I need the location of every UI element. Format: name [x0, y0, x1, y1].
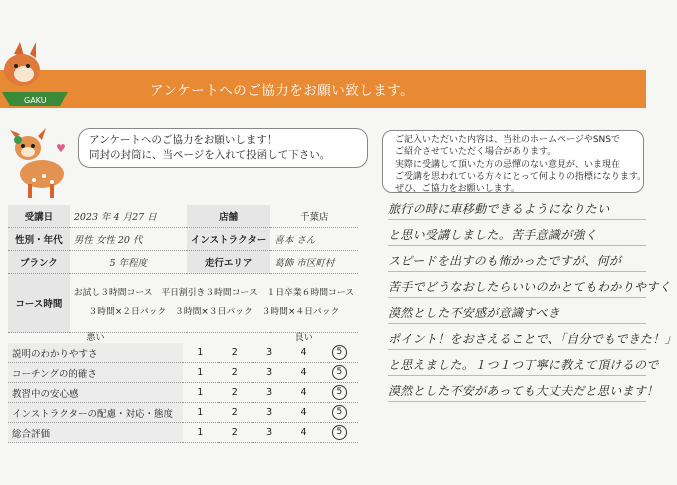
notice-line: ぜひ、ご協力をお願いします。 — [395, 184, 520, 195]
rating-option[interactable]: 2 — [218, 363, 252, 383]
date-label: 受講日 — [8, 205, 70, 228]
rating-option[interactable]: 3 — [252, 423, 286, 443]
date-value[interactable]: 2023 年 4 月27 日 — [70, 205, 187, 228]
rating-option[interactable]: 3 — [252, 343, 286, 363]
rating-table — [8, 330, 358, 443]
rating-option[interactable]: 3 — [252, 363, 286, 383]
selected-circle-icon: 5 — [332, 405, 347, 420]
rating-option[interactable]: 1 — [183, 343, 217, 363]
selected-circle-icon: 5 — [332, 385, 347, 400]
rating-header-spacer — [8, 330, 41, 343]
rating-option[interactable]: 1 — [183, 383, 217, 403]
comment-line: と思い受講しました。苦手意識が強く — [388, 228, 598, 242]
ruled-line — [388, 401, 646, 402]
course-label: コース時間 — [8, 274, 70, 333]
deer-logo-icon — [0, 40, 70, 110]
rating-option[interactable]: 1 — [183, 363, 217, 383]
logo-text: GAKU — [24, 96, 47, 105]
ruled-line — [388, 271, 646, 272]
comment-line: と思えました。１つ１つ丁寧に教えて頂けるので — [388, 358, 659, 372]
ruled-line — [388, 297, 646, 298]
handwritten-comment[interactable] — [388, 194, 677, 404]
bubble-line: 同封の封筒に、当ページを入れて投函して下さい。 — [89, 149, 331, 161]
course-options[interactable] — [70, 274, 358, 333]
rating-best-label: 良い — [294, 333, 313, 343]
rating-option[interactable] — [321, 343, 358, 363]
selected-circle-icon: 5 — [332, 425, 347, 440]
comment-line: ポイント！をおさえることで、「自分でもできた！」 — [388, 332, 677, 346]
survey-form — [8, 205, 358, 333]
notice-line: ご記入いただいた内容は、当社のホームページやSNSで — [395, 135, 620, 145]
comment-line: 漠然とした不安感が意識すべき — [388, 306, 560, 320]
ruled-line — [388, 375, 646, 376]
rating-option[interactable] — [321, 383, 358, 403]
rating-row — [8, 363, 358, 383]
comment-line: 漠然とした不安があっても大丈夫だと思います！ — [388, 384, 659, 398]
store-value[interactable]: 千葉店 — [270, 205, 358, 228]
area-value[interactable]: 葛飾 市区町村 — [270, 251, 358, 274]
course-line: お試し３時間コース 平日割引き３時間コース １日卒業６時間コース — [73, 288, 354, 298]
instructor-label: インストラクター — [187, 228, 271, 251]
rating-worst-label: 悪い — [86, 333, 105, 343]
instructor-value[interactable]: 喜本 さん — [270, 228, 358, 251]
rating-label: インストラクターの配慮・対応・態度 — [8, 403, 183, 423]
rating-label: コーチングの的確さ — [8, 363, 183, 383]
ruled-line — [388, 245, 646, 246]
comment-line: スピードを出すのも怖かったですが、何が — [388, 254, 622, 268]
comment-line: 苦手でどうなおしたらいいのかとてもわかりやすく — [388, 280, 671, 294]
ruled-line — [388, 219, 646, 220]
rating-row — [8, 423, 358, 443]
rating-option[interactable]: 3 — [252, 383, 286, 403]
notice-line: ご受講を思われている方々にとって何よりの指標になります。 — [395, 171, 647, 182]
rating-option[interactable]: 1 — [183, 423, 217, 443]
rating-row — [8, 343, 358, 363]
rating-option[interactable] — [321, 403, 358, 423]
ruled-line — [388, 323, 646, 324]
instruction-bubble — [78, 128, 368, 168]
area-label: 走行エリア — [187, 251, 271, 274]
rating-row — [8, 383, 358, 403]
rating-option[interactable]: 2 — [218, 383, 252, 403]
rating-option[interactable]: 2 — [218, 423, 252, 443]
rating-option[interactable]: 4 — [286, 403, 320, 423]
rating-option[interactable]: 4 — [286, 363, 320, 383]
gender-label: 性別・年代 — [8, 228, 70, 251]
blank-label: ブランク — [8, 251, 70, 274]
comment-line: 旅行の時に車移動できるようになりたい — [388, 202, 610, 216]
selected-circle-icon: 5 — [332, 365, 347, 380]
selected-circle-icon: 5 — [332, 345, 347, 360]
ruled-line — [388, 349, 646, 350]
course-line: ３時間×２日パック ３時間×３日パック ３時間×４日パック — [88, 307, 340, 317]
heart-icon: ♥ — [56, 142, 66, 155]
rating-label: 教習中の安心感 — [8, 383, 183, 403]
rating-option[interactable] — [321, 363, 358, 383]
rating-option[interactable]: 2 — [218, 343, 252, 363]
rating-option[interactable]: 3 — [252, 403, 286, 423]
notice-box — [382, 130, 647, 195]
rating-option[interactable]: 1 — [183, 403, 217, 423]
blank-value[interactable]: 5 年程度 — [70, 251, 187, 274]
rating-row — [8, 403, 358, 423]
rating-option[interactable]: 4 — [286, 383, 320, 403]
rating-option[interactable] — [321, 423, 358, 443]
rating-label: 説明のわかりやすさ — [8, 343, 183, 363]
rating-option[interactable]: 4 — [286, 423, 320, 443]
store-label: 店舗 — [187, 205, 271, 228]
header-banner — [0, 70, 646, 108]
banner-text: アンケートへのご協力をお願い致します。 — [150, 83, 415, 99]
gender-value[interactable]: 男性 女性 20 代 — [70, 228, 187, 251]
deer-mascot-icon — [4, 122, 76, 202]
rating-option[interactable]: 2 — [218, 403, 252, 423]
rating-option[interactable]: 4 — [286, 343, 320, 363]
notice-line: ご紹介させていただく場合があります。 — [395, 147, 557, 158]
notice-line: 実際に受講して頂いた方の忌憚のない意見が、いま現在 — [395, 159, 621, 170]
bubble-line: アンケートへのご協力をお願いします！ — [89, 134, 278, 146]
rating-label: 総合評価 — [8, 423, 183, 443]
